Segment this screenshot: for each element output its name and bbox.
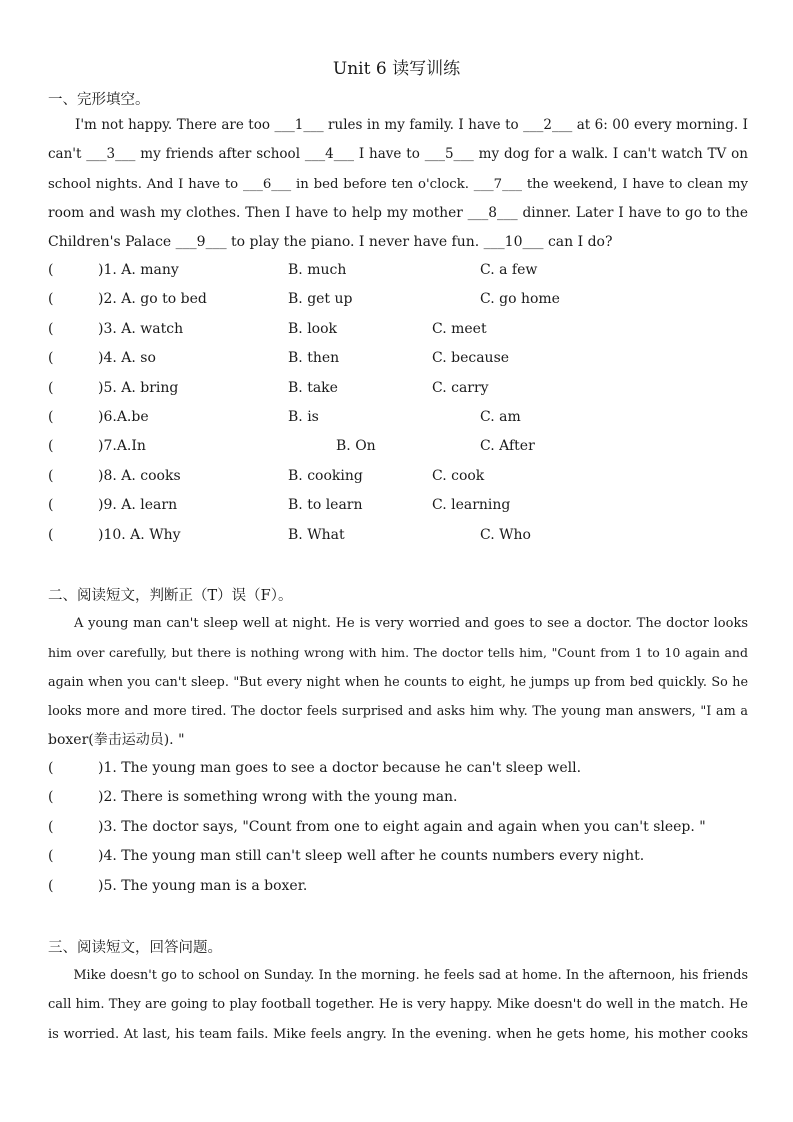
question-option-a: )6.A.be bbox=[98, 409, 149, 425]
section-2-heading: 二、阅读短文，判断正（T）误（F）。 bbox=[48, 588, 293, 604]
question-option-b: B. On bbox=[336, 438, 376, 455]
question-option-c: C. a few bbox=[480, 262, 538, 278]
answer-blank-open[interactable]: ( bbox=[48, 526, 54, 543]
answer-blank-open[interactable]: ( bbox=[48, 818, 54, 835]
true-false-row bbox=[0, 819, 793, 841]
true-false-row bbox=[0, 789, 793, 811]
question-option-b: B. look bbox=[288, 320, 338, 337]
question-option-a: )8. A. cooks bbox=[98, 467, 181, 484]
question-option-c: C. Who bbox=[480, 526, 531, 543]
question-option-a: )2. A. go to bed bbox=[98, 291, 207, 308]
question-option-b: B. to learn bbox=[288, 497, 363, 514]
cloze-question-row bbox=[0, 468, 793, 490]
answer-blank-open[interactable]: ( bbox=[48, 438, 54, 455]
passage-line: A young man can't sleep well at night. He is very worried and goes to see a doctor. The doctor looks bbox=[74, 616, 748, 631]
answer-blank-open[interactable]: ( bbox=[48, 379, 54, 396]
question-option-a: )5. A. bring bbox=[98, 379, 179, 396]
question-option-b: B. is bbox=[288, 409, 319, 425]
answer-blank-open[interactable]: ( bbox=[48, 497, 54, 514]
answer-blank-open[interactable]: ( bbox=[48, 320, 54, 337]
statement-text: )4. The young man still can't sleep well after he counts numbers every night. bbox=[98, 848, 645, 865]
answer-blank-open[interactable]: ( bbox=[48, 409, 54, 425]
cloze-question-row bbox=[0, 262, 793, 284]
cloze-question-row bbox=[0, 527, 793, 549]
passage-line: room and wash my clothes. Then I have to help my mother ___8___ dinner. Later I have to go to the bbox=[48, 204, 748, 221]
true-false-row bbox=[0, 878, 793, 900]
answer-blank-open[interactable]: ( bbox=[48, 350, 54, 367]
question-option-c: C. cook bbox=[432, 467, 485, 484]
answer-blank-open[interactable]: ( bbox=[48, 789, 54, 806]
question-option-c: C. go home bbox=[480, 291, 560, 308]
reading-passage-2 bbox=[48, 961, 748, 1049]
page-title: Unit 6 读写训练 bbox=[332, 59, 461, 79]
passage-line: Mike doesn't go to school on Sunday. In the morning. he feels sad at home. In the afternoon, his friends bbox=[73, 968, 748, 983]
statement-text: )5. The young man is a boxer. bbox=[98, 877, 308, 894]
question-option-a: )1. A. many bbox=[98, 262, 179, 278]
cloze-passage bbox=[48, 111, 748, 257]
cloze-question-row bbox=[0, 291, 793, 313]
cloze-question-row bbox=[0, 380, 793, 402]
question-option-b: B. What bbox=[288, 526, 345, 543]
question-option-c: C. am bbox=[480, 409, 521, 425]
question-option-b: B. much bbox=[288, 262, 347, 278]
passage-line: can't ___3___ my friends after school ___4___ I have to ___5___ my dog for a walk. I can't watch TV on bbox=[48, 146, 748, 163]
cloze-question-row bbox=[0, 409, 793, 431]
question-option-c: C. After bbox=[480, 438, 535, 455]
section-3-heading: 三、阅读短文，回答问题。 bbox=[48, 940, 222, 956]
section-1-heading: 一、完形填空。 bbox=[48, 92, 150, 108]
question-option-b: B. get up bbox=[288, 291, 353, 308]
statement-text: )3. The doctor says, "Count from one to eight again and again when you can't sleep. " bbox=[98, 818, 706, 835]
passage-line: I'm not happy. There are too ___1___ rules in my family. I have to ___2___ at 6: 00 every morning. I bbox=[75, 117, 748, 133]
question-option-c: C. meet bbox=[432, 320, 487, 337]
question-option-a: )3. A. watch bbox=[98, 320, 184, 337]
answer-blank-open[interactable]: ( bbox=[48, 760, 54, 776]
answer-blank-open[interactable]: ( bbox=[48, 848, 54, 865]
passage-line: again when you can't sleep. "But every night when he counts to eight, he jumps up from bed quickly. So he bbox=[48, 674, 748, 690]
passage-line: is worried. At last, his team fails. Mike feels angry. In the evening. when he gets home, his mother cooks bbox=[48, 1026, 748, 1042]
question-option-a: )4. A. so bbox=[98, 350, 156, 367]
cloze-question-row bbox=[0, 438, 793, 460]
answer-blank-open[interactable]: ( bbox=[48, 291, 54, 308]
reading-passage-1 bbox=[48, 609, 748, 755]
question-option-a: )10. A. Why bbox=[98, 526, 181, 543]
question-option-a: )9. A. learn bbox=[98, 497, 178, 514]
statement-text: )2. There is something wrong with the young man. bbox=[98, 789, 458, 806]
question-option-c: C. carry bbox=[432, 379, 489, 396]
statement-text: )1. The young man goes to see a doctor because he can't sleep well. bbox=[98, 760, 582, 776]
question-option-b: B. then bbox=[288, 350, 340, 367]
answer-blank-open[interactable]: ( bbox=[48, 877, 54, 894]
passage-line: Children's Palace ___9___ to play the piano. I never have fun. ___10___ can I do? bbox=[48, 234, 613, 251]
answer-blank-open[interactable]: ( bbox=[48, 467, 54, 484]
question-option-b: B. take bbox=[288, 379, 338, 396]
passage-line: boxer(拳击运动员). " bbox=[48, 732, 185, 749]
question-option-b: B. cooking bbox=[288, 467, 363, 484]
cloze-question-row bbox=[0, 321, 793, 343]
passage-line: call him. They are going to play football together. He is very happy. Mike doesn't do well in the match. He bbox=[48, 997, 748, 1013]
passage-line: him over carefully, but there is nothing wrong with him. The doctor tells him, "Count from 1 to 10 again and bbox=[48, 645, 748, 661]
passage-line: looks more and more tired. The doctor feels surprised and asks him why. The young man answers, "I am a bbox=[48, 703, 748, 719]
true-false-row bbox=[0, 760, 793, 782]
answer-blank-open[interactable]: ( bbox=[48, 262, 54, 278]
true-false-row bbox=[0, 848, 793, 870]
passage-line: school nights. And I have to ___6___ in bed before ten o'clock. ___7___ the weekend, I have to clean my bbox=[48, 176, 748, 192]
cloze-question-row bbox=[0, 350, 793, 372]
question-option-c: C. learning bbox=[432, 497, 511, 514]
question-option-a: )7.A.In bbox=[98, 438, 146, 455]
question-option-c: C. because bbox=[432, 350, 510, 367]
cloze-question-row bbox=[0, 497, 793, 519]
